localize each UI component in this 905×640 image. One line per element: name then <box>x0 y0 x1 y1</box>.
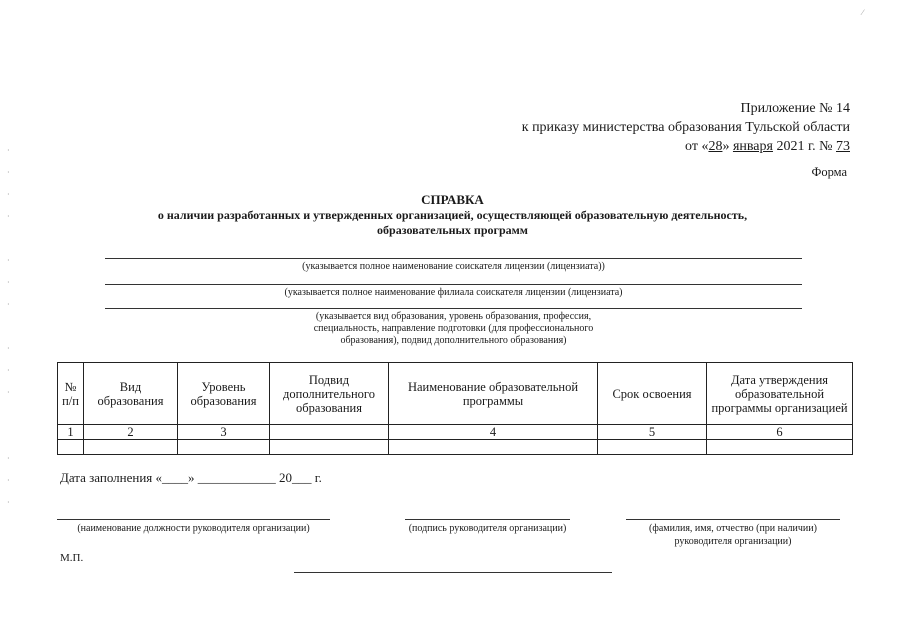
table-cell <box>58 440 84 455</box>
table-cell <box>270 440 389 455</box>
table-cell <box>707 440 853 455</box>
header-number: № п/п <box>58 363 84 425</box>
applicant-hint: (указывается полное наименование соискателя лицензии (лицензиата)) <box>302 261 605 272</box>
order-number: 73 <box>836 139 850 154</box>
table-cell <box>84 440 178 455</box>
bottom-line <box>294 572 612 573</box>
order-date-mid: » <box>722 139 733 154</box>
order-date <box>685 137 850 156</box>
name-line <box>626 519 840 520</box>
name-hint-2: руководителя организации) <box>674 536 792 547</box>
col-num-blank <box>270 425 389 440</box>
table-row <box>58 440 853 455</box>
annex-number: Приложение № 14 <box>740 101 850 116</box>
edu-hint-2: специальность, направление подготовки (для профессионального <box>313 323 594 334</box>
name-hint-1: (фамилия, имя, отчество (при наличии) <box>649 523 817 534</box>
signature-hint: (подпись руководителя организации) <box>408 523 567 534</box>
table-cell <box>389 440 598 455</box>
header-edu-type: Вид образования <box>84 363 178 425</box>
doc-subtitle-line1: о наличии разработанных и утвержденных организацией, осуществляющей образовательную деятельность, <box>157 208 748 222</box>
doc-subtitle-line2: образовательных программ <box>377 223 528 237</box>
edu-line <box>105 308 802 309</box>
order-year: 2021 г. № <box>772 139 836 154</box>
header-duration: Срок освоения <box>598 363 707 425</box>
col-num-2: 2 <box>84 425 178 440</box>
signature-line <box>405 519 570 520</box>
branch-hint: (указывается полное наименование филиала соискателя лицензии (лицензиата) <box>284 287 623 298</box>
scan-mark-corner: ⁄ <box>862 8 864 17</box>
applicant-line <box>105 258 802 259</box>
position-line <box>57 519 330 520</box>
edu-hint-1: (указывается вид образования, уровень образования, профессия, <box>315 311 592 322</box>
header-approval-date: Дата утверждения образовательной программы организацией <box>707 363 853 425</box>
header-program-name: Наименование образовательной программы <box>389 363 598 425</box>
col-num-3: 3 <box>178 425 270 440</box>
fill-date: Дата заполнения «____» ____________ 20___ г. <box>60 470 322 485</box>
col-num-5: 5 <box>598 425 707 440</box>
col-num-6: 6 <box>707 425 853 440</box>
order-month: января <box>732 139 773 154</box>
table-header-row <box>58 363 853 425</box>
stamp-mark: М.П. <box>60 552 84 564</box>
header-edu-level: Уровень образования <box>178 363 270 425</box>
order-reference: к приказу министерства образования Тульской области <box>521 120 850 135</box>
table-cell <box>598 440 707 455</box>
scan-marks-left: · · · · · · · · · · · · · <box>7 146 10 507</box>
header-additional-subtype: Подвид дополнительного образования <box>270 363 389 425</box>
programs-table <box>57 362 853 455</box>
col-num-1: 1 <box>58 425 84 440</box>
form-label: Форма <box>811 165 847 179</box>
position-hint: (наименование должности руководителя организации) <box>77 523 310 534</box>
order-date-prefix: от « <box>685 139 709 154</box>
edu-hint-3: образования), подвид дополнительного образования) <box>340 335 567 346</box>
col-num-4: 4 <box>389 425 598 440</box>
table-cell <box>178 440 270 455</box>
doc-title: СПРАВКА <box>421 192 484 207</box>
order-day: 28 <box>708 139 723 154</box>
table-numbering-row <box>58 425 853 440</box>
branch-line <box>105 284 802 285</box>
